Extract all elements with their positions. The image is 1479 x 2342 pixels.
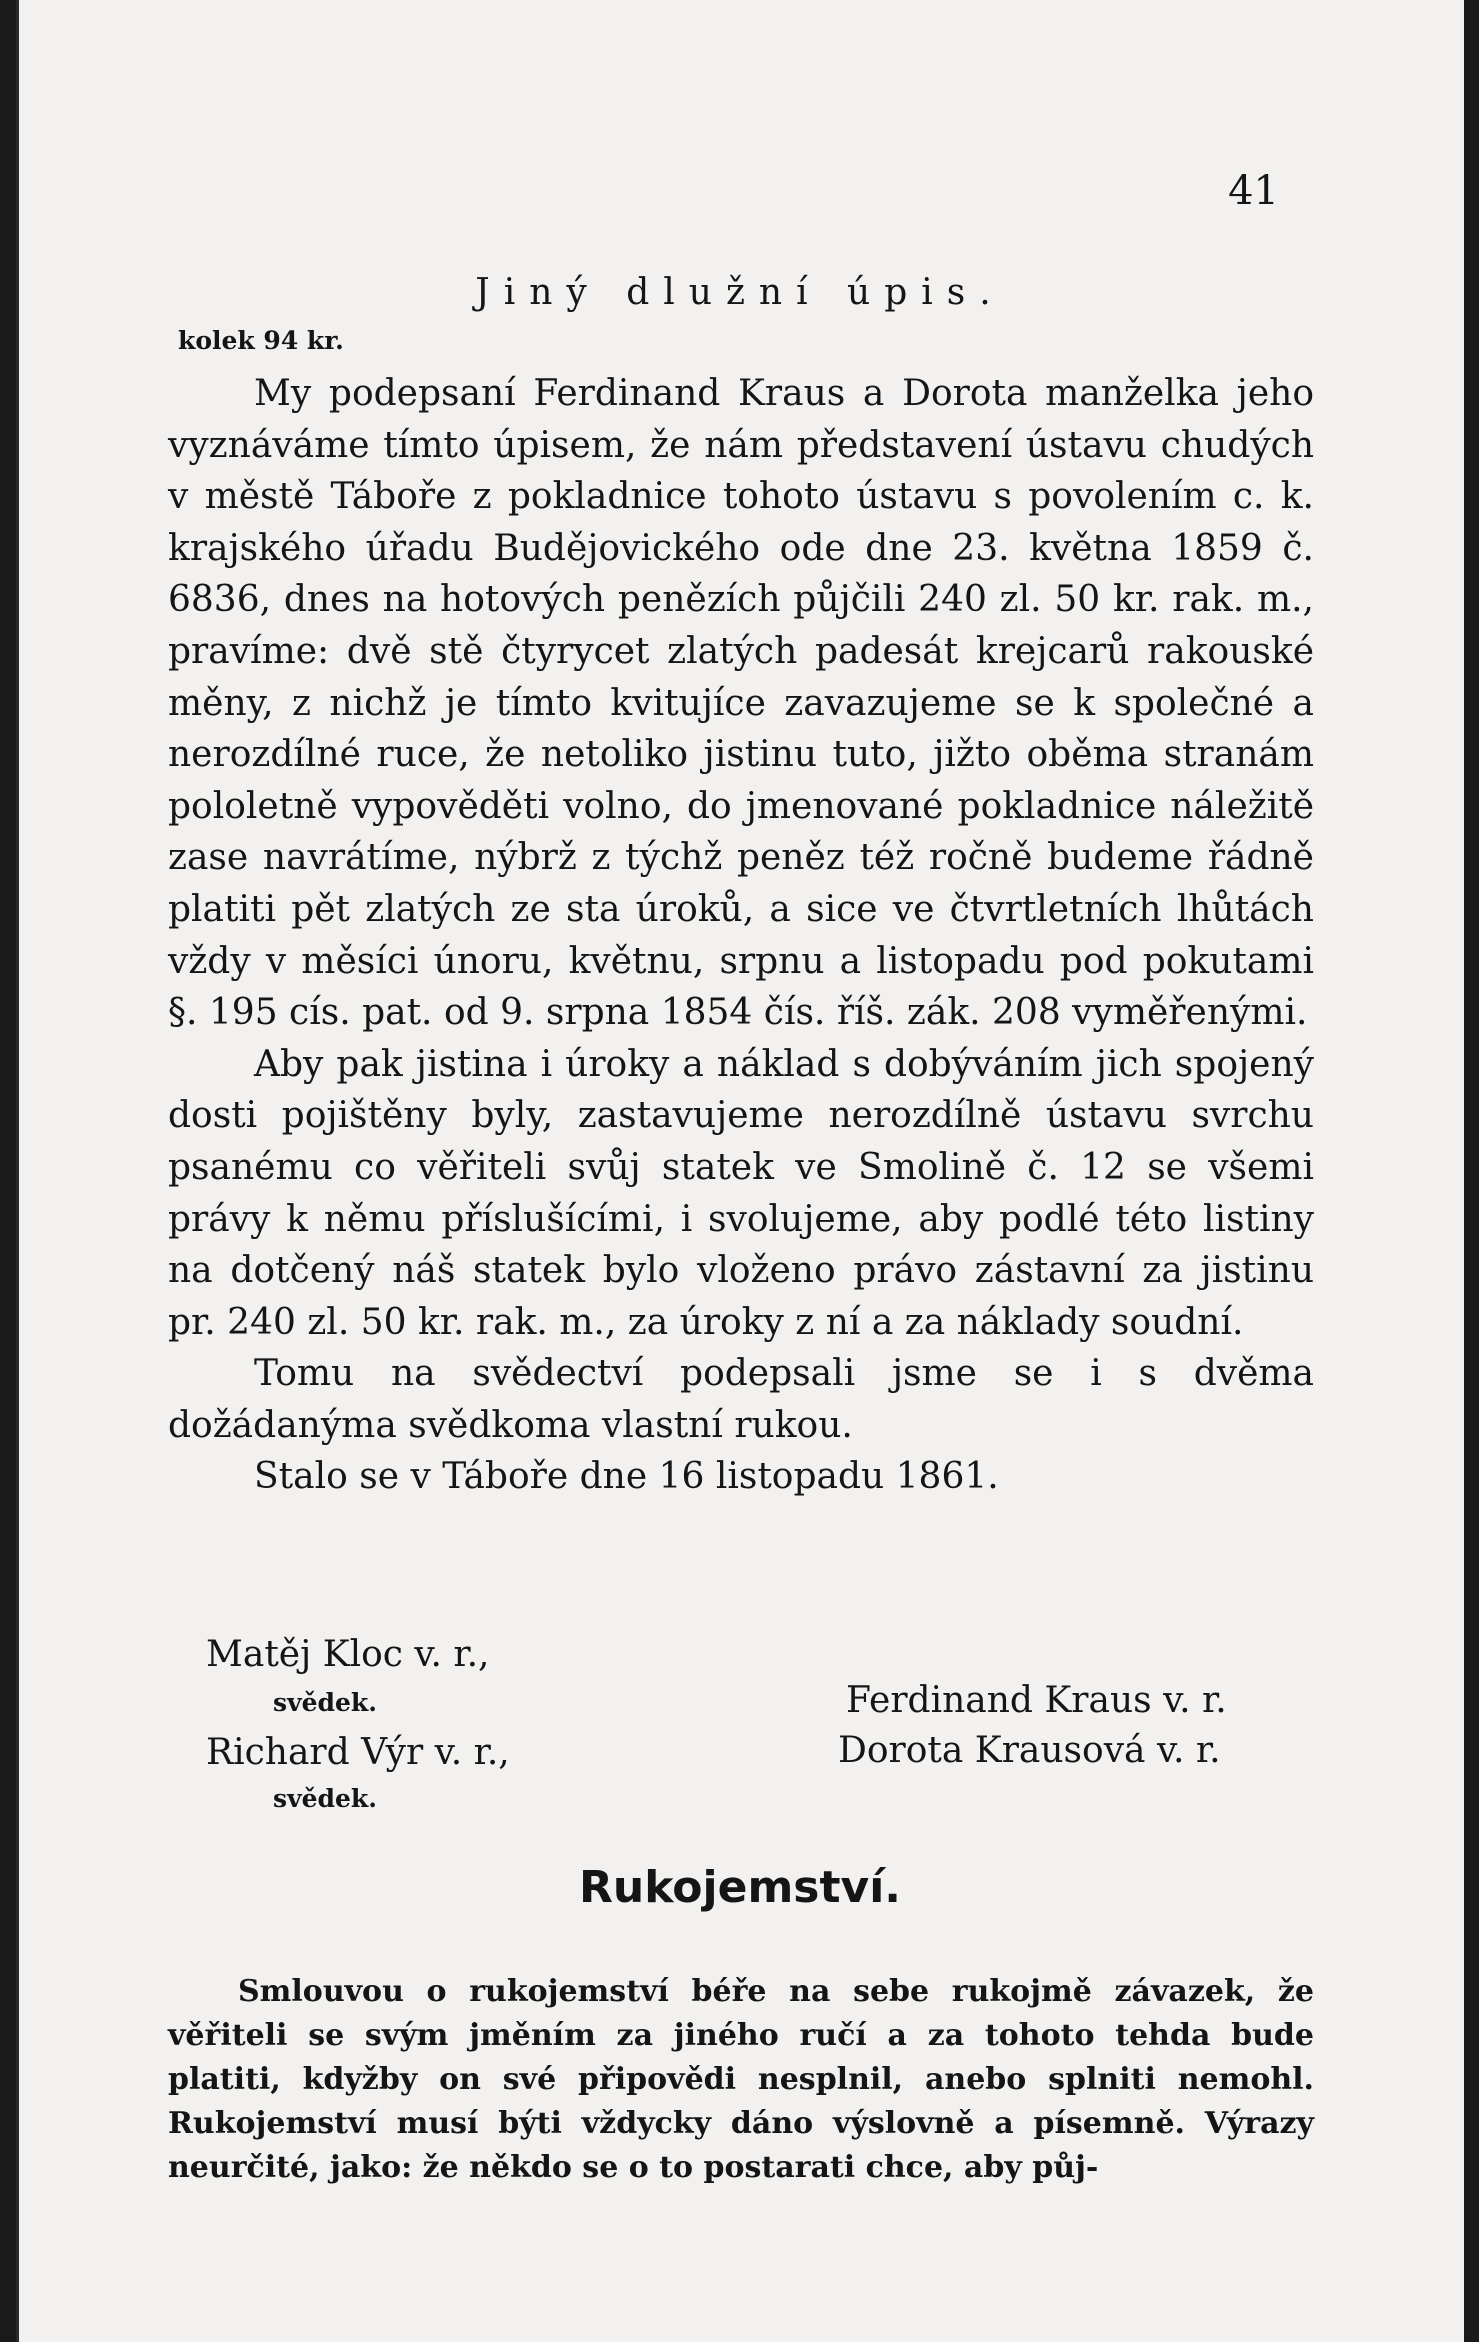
section-text bbox=[168, 1970, 1314, 2190]
main-text bbox=[168, 368, 1314, 1503]
page-edge-rule bbox=[16, 0, 19, 2342]
paragraph: Stalo se v Táboře dne 16 listopadu 1861. bbox=[254, 1456, 999, 1498]
page-number: 41 bbox=[1228, 168, 1279, 214]
section-title: Rukojemství. bbox=[579, 1862, 901, 1913]
paragraph: Tomu na svědectví podepsali jsme se i s dvěma dožádanýma svědkoma vlastní rukou. bbox=[168, 1353, 1314, 1446]
debtor-2-signature: Dorota Krausová v. r. bbox=[838, 1730, 1221, 1771]
document-heading: Jiný dlužní úpis. bbox=[475, 272, 1005, 313]
paragraph: My podepsaní Ferdinand Kraus a Dorota manželka jeho vyznáváme tímto úpisem, že nám představení ústavu chudých v městě Táboře z pokladnice tohoto ústavu s povolením c. k. krajského úřadu Budějovického ode dne 23. května 1859 č. 6836, dnes na hotových penězích půjčili 240 zl. 50 kr. rak. m., pravíme: dvě stě čtyrycet zlatých padesát krejcarů rakouské měny, z nichž je tímto kvitujíce zavazujeme se k společné a nerozdílné ruce, že netoliko jistinu tuto, jižto oběma stranám pololetně vypověděti volno, do jmenované pokladnice náležitě zase navrátíme, nýbrž z týchž peněz též ročně budeme řádně platiti pět zlatých ze sta úroků, a sice ve čtvrtletních lhůtách vždy v měsíci únoru, květnu, srpnu a listopadu pod pokutami §. 195 cís. pat. od 9. srpna 1854 čís. říš. zák. 208 vyměřenými. bbox=[168, 373, 1314, 1034]
signature-block bbox=[168, 1634, 1314, 1824]
witness-2-name: Richard Výr v. r., bbox=[206, 1732, 510, 1773]
stamp-note: kolek 94 kr. bbox=[178, 326, 344, 355]
book-page bbox=[16, 0, 1464, 2342]
paragraph: Smlouvou o rukojemství béře na sebe rukojmě závazek, že věřiteli se svým jměním za jiného ručí a za tohoto tehda bude platiti, kdyžby on své připovědi nesplnil, anebo splniti nemohl. Rukojemství musí býti vždycky dáno výslovně a písemně. Výrazy neurčité, jako: že někdo se o to postarati chce, aby půj- bbox=[168, 1974, 1314, 2185]
witness-2-role: svědek. bbox=[273, 1784, 377, 1813]
witness-1-name: Matěj Kloc v. r., bbox=[206, 1634, 490, 1675]
paragraph: Aby pak jistina i úroky a náklad s dobýváním jich spojený dosti pojištěny byly, zastavujeme nerozdílně ústavu svrchu psanému co věřiteli svůj statek ve Smolině č. 12 se všemi právy k němu příslušícími, i svolujeme, aby podlé této listiny na dotčený náš statek bylo vloženo právo zástavní za jistinu pr. 240 zl. 50 kr. rak. m., za úroky z ní a za náklady soudní. bbox=[168, 1043, 1314, 1343]
witness-1-role: svědek. bbox=[273, 1688, 377, 1717]
debtor-1-signature: Ferdinand Kraus v. r. bbox=[846, 1680, 1227, 1721]
